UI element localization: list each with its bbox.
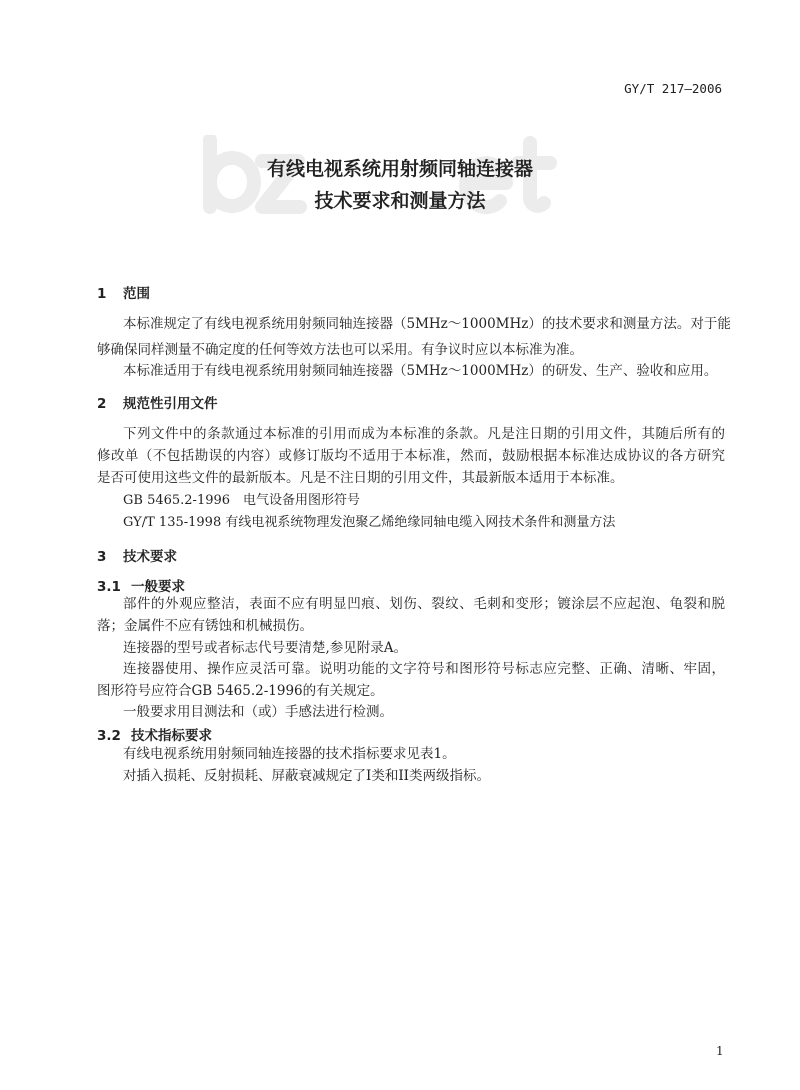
paragraph-line: 部件的外观应整洁，表面不应有明显凹痕、划伤、裂纹、毛刺和变形；镀涂层不应起泡、龟裂和脱 [123,596,725,612]
paragraph-line: 本标准规定了有线电视系统用射频同轴连接器（5MHz～1000MHz）的技术要求和测量方法。对于能 [123,316,731,332]
section-1-heading: 1 范围 [97,286,150,302]
paragraph-line: 连接器的型号或者标志代号要清楚,参见附录A。 [123,640,408,656]
section-2-heading: 2 规范性引用文件 [97,396,218,412]
paragraph-line: 落；金属件不应有锈蚀和机械损伤。 [97,618,313,634]
paragraph-line: 下列文件中的条款通过本标准的引用而成为本标准的条款。凡是注日期的引用文件，其随后所有的 [123,426,725,442]
paragraph-line: 对插入损耗、反射损耗、屏蔽衰减规定了I类和II类两级指标。 [123,768,490,784]
paragraph-line: 够确保同样测量不确定度的任何等效方法也可以采用。有争议时应以本标准为准。 [97,342,583,358]
paragraph-line: 本标准适用于有线电视系统用射频同轴连接器（5MHz～1000MHz）的研发、生产、验收和应用。 [123,363,718,379]
paragraph-line: 修改单（不包括勘误的内容）或修订版均不适用于本标准，然而，鼓励根据本标准达成协议的各方研究 [97,448,725,464]
title-line-1: 有线电视系统用射频同轴连接器 [266,158,533,180]
paragraph-line: 一般要求用目测法和（或）手感法进行检测。 [123,704,393,720]
reference-item: GY/T 135-1998 有线电视系统物理发泡聚乙烯绝缘同轴电缆入网技术条件和测量方法 [123,515,616,530]
paragraph-line: 有线电视系统用射频同轴连接器的技术指标要求见表1。 [123,746,456,762]
page-number: 1 [716,1044,724,1058]
section-3-2-heading: 3.2 技术指标要求 [97,728,212,744]
paragraph-line: 连接器使用、操作应灵活可靠。说明功能的文字符号和图形符号标志应完整、正确、清晰、牢固， [123,661,725,677]
paragraph-line: 是否可使用这些文件的最新版本。凡是不注日期的引用文件，其最新版本适用于本标准。 [97,470,624,486]
section-3-heading: 3 技术要求 [97,549,177,565]
standard-code: GY/T 217—2006 [624,81,722,96]
paragraph-line: 图形符号应符合GB 5465.2-1996的有关规定。 [97,683,384,699]
title-line-2: 技术要求和测量方法 [314,190,486,212]
section-3-1-heading: 3.1 一般要求 [97,579,185,595]
reference-item: GB 5465.2-1996 电气设备用图形符号 [123,493,361,508]
